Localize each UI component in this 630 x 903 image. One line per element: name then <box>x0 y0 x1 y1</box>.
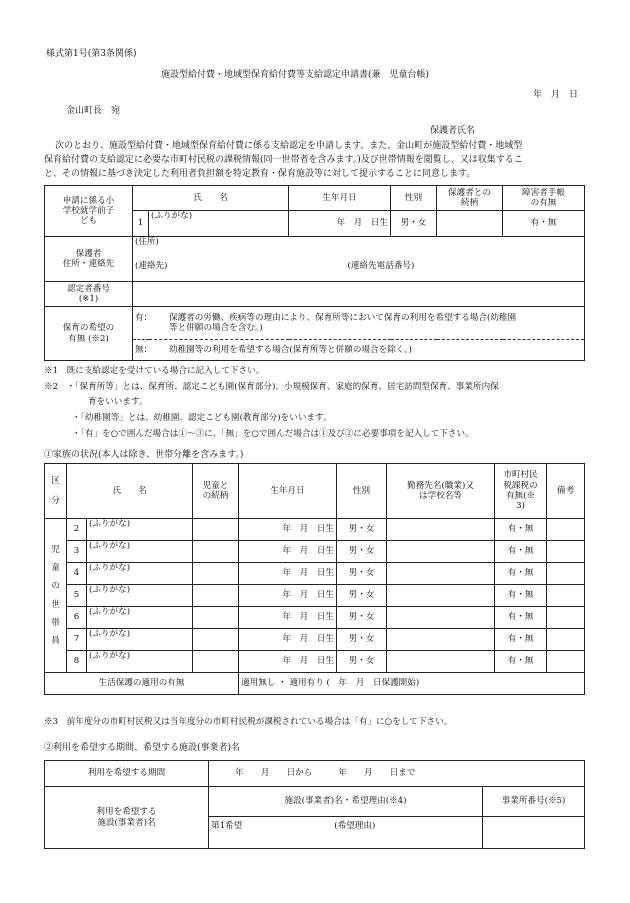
addressee: 金山町長 宛 <box>66 106 121 116</box>
guardian-contact-field[interactable] <box>133 237 585 282</box>
member-work[interactable] <box>387 541 495 563</box>
contact-phone-label: (連絡先電話番号) <box>347 261 415 272</box>
col-member-work: 勤務先名(職業)又 は学校名等 <box>387 464 495 519</box>
period-table <box>44 760 585 849</box>
col-disability: 障害者手帳 の有無 <box>503 186 585 211</box>
member-work[interactable] <box>387 607 495 629</box>
office-number-header: 事業所番号(※5) <box>483 787 585 817</box>
col-member-tax: 市町村民 税課税の 有無(※ 3) <box>495 464 547 519</box>
welfare-label: 生活保護の適用の有無 <box>45 673 239 695</box>
member-sex[interactable]: 男・女 <box>337 519 387 541</box>
member-remarks[interactable] <box>547 607 585 629</box>
member-remarks[interactable] <box>547 541 585 563</box>
first-choice-label: 第1希望 <box>211 821 243 831</box>
member-furigana[interactable]: (ふりがな) <box>87 541 193 563</box>
member-sex[interactable]: 男・女 <box>337 651 387 673</box>
member-birth[interactable]: 年 月 日生 <box>239 585 337 607</box>
date-line: 年 月 日 <box>533 90 579 100</box>
member-tax[interactable]: 有・無 <box>495 651 547 673</box>
member-relation[interactable] <box>193 651 239 673</box>
period-field[interactable]: 年 月 日から 年 月 日まで <box>209 761 585 787</box>
care-hope-no[interactable] <box>133 340 585 361</box>
note-3: ※3 前年度分の市町村民税又は当年度分の市町村民税が課税されている場合は「有」に○をして下さい。 <box>44 717 453 727</box>
note-2-kindergarten: ・「幼稚園等」とは、幼稚園、認定こども園(教育部分)をいいます。 <box>72 413 332 423</box>
member-no: 8 <box>67 651 87 673</box>
member-tax[interactable]: 有・無 <box>495 629 547 651</box>
member-relation[interactable] <box>193 563 239 585</box>
care-hope-yes[interactable] <box>133 307 585 340</box>
member-work[interactable] <box>387 563 495 585</box>
note-1: ※1 既に支給認定を受けている場合に記入して下さい。 <box>44 366 265 376</box>
member-tax[interactable]: 有・無 <box>495 519 547 541</box>
welfare-field[interactable]: 適用無し ・ 適用有り ( 年 月 日保護開始) <box>239 673 585 695</box>
sex-field[interactable]: 男・女 <box>391 211 437 237</box>
member-no: 2 <box>67 519 87 541</box>
hope-no-mark: 無： <box>135 344 153 355</box>
member-furigana[interactable]: (ふりがな) <box>87 563 193 585</box>
member-no: 5 <box>67 585 87 607</box>
period-label: 利用を希望する期間 <box>45 761 209 787</box>
guardian-name-label: 保護者氏名 <box>430 126 476 136</box>
col-relation: 保護者との 続柄 <box>437 186 503 211</box>
member-relation[interactable] <box>193 541 239 563</box>
disability-field[interactable]: 有・無 <box>503 211 585 237</box>
member-furigana[interactable]: (ふりがな) <box>87 607 193 629</box>
member-sex[interactable]: 男・女 <box>337 629 387 651</box>
col-sex: 性別 <box>391 186 437 211</box>
furigana-field[interactable]: (ふりがな) <box>149 211 289 237</box>
col-member-birth: 生年月日 <box>239 464 337 519</box>
member-work[interactable] <box>387 651 495 673</box>
member-work[interactable] <box>387 585 495 607</box>
member-birth[interactable]: 年 月 日生 <box>239 563 337 585</box>
col-class: 区 分 <box>45 464 67 519</box>
facility-label: 利用を希望する 施設(事業者)名 <box>45 787 209 849</box>
cert-number-label: 認定者番号 (※1) <box>45 282 133 307</box>
member-no: 6 <box>67 607 87 629</box>
member-sex[interactable]: 男・女 <box>337 563 387 585</box>
contact-label: (連絡先) <box>135 261 168 272</box>
hope-yes-mark: 有： <box>135 312 153 323</box>
col-name: 氏 名 <box>133 186 289 211</box>
hope-no-text: 幼稚園等の利用を希望する場合(保育所等と併願の場合を除く。) <box>169 344 412 355</box>
cert-number-field[interactable] <box>133 282 585 307</box>
col-member-sex: 性別 <box>337 464 387 519</box>
member-tax[interactable]: 有・無 <box>495 541 547 563</box>
member-relation[interactable] <box>193 585 239 607</box>
birth-field[interactable]: 年 月 日生 <box>289 211 391 237</box>
member-furigana[interactable]: (ふりがな) <box>87 585 193 607</box>
guardian-contact-label: 保護者 住所・連絡先 <box>45 237 133 282</box>
office-number-field[interactable] <box>483 817 585 849</box>
note-2-circle: ・「有」を○で囲んだ場合は①～③に、「無」を○で囲んだ場合は①及び②に必要事項を記入して下さい。 <box>72 429 474 439</box>
member-tax[interactable]: 有・無 <box>495 563 547 585</box>
care-hope-label: 保育の希望の 有無 (※2) <box>45 307 133 361</box>
facility-column-header: 施設(事業者)名・希望理由(※4) <box>209 787 483 817</box>
relation-field[interactable] <box>437 211 503 237</box>
member-relation[interactable] <box>193 519 239 541</box>
household-side-label: 児 童 の 世 帯 員 <box>45 519 67 673</box>
family-heading: ①家族の状況(本人は除き、世帯分離を含みます。) <box>44 450 244 460</box>
member-work[interactable] <box>387 629 495 651</box>
hope-yes-text-1: 保護者の労働、疾病等の理由により、保育所等において保育の利用を希望する場合(幼稚園 <box>169 312 517 323</box>
member-furigana[interactable]: (ふりがな) <box>87 651 193 673</box>
member-work[interactable] <box>387 519 495 541</box>
first-choice-field[interactable] <box>209 817 483 849</box>
member-sex[interactable]: 男・女 <box>337 541 387 563</box>
reason-label: (希望理由) <box>334 821 376 831</box>
member-tax[interactable]: 有・無 <box>495 607 547 629</box>
period-heading: ②利用を希望する期間、希望する施設(事業者)名 <box>44 743 241 753</box>
col-member-relation: 児童と の続柄 <box>193 464 239 519</box>
col-member-name: 氏 名 <box>67 464 193 519</box>
col-birth: 生年月日 <box>289 186 391 211</box>
col-member-remarks: 備考 <box>547 464 585 519</box>
member-birth[interactable]: 年 月 日生 <box>239 607 337 629</box>
member-relation[interactable] <box>193 629 239 651</box>
member-tax[interactable]: 有・無 <box>495 585 547 607</box>
member-furigana[interactable]: (ふりがな) <box>87 629 193 651</box>
page-title: 施設型給付費・地域型保育給付費等支給認定申請書(兼 児童台帳) <box>161 70 430 80</box>
member-sex[interactable]: 男・女 <box>337 607 387 629</box>
member-birth[interactable]: 年 月 日生 <box>239 541 337 563</box>
member-no: 7 <box>67 629 87 651</box>
applicant-table <box>44 185 585 361</box>
member-remarks[interactable] <box>547 519 585 541</box>
intro-line-2: 保育給付費の支給認定に必要な市町村民税の課税情報(同一世帯者を含みます。)及び世帯情報を閲覧し、又は収集するこ <box>44 155 523 165</box>
member-remarks[interactable] <box>547 585 585 607</box>
address-label: (住所) <box>135 237 159 247</box>
member-remarks[interactable] <box>547 651 585 673</box>
member-relation[interactable] <box>193 607 239 629</box>
member-remarks[interactable] <box>547 563 585 585</box>
member-no: 3 <box>67 541 87 563</box>
member-birth[interactable]: 年 月 日生 <box>239 651 337 673</box>
hope-yes-text-2: 等と併願の場合を含む。) <box>169 323 263 333</box>
member-remarks[interactable] <box>547 629 585 651</box>
form-number: 様式第1号(第3条関係) <box>46 49 137 59</box>
intro-line-3: と、その情報に基づき決定した利用者負担額を特定教育・保育施設等に対して提示することに同意します。 <box>44 169 476 179</box>
note-2-cont: 育をいいます。 <box>88 397 148 407</box>
member-birth[interactable]: 年 月 日生 <box>239 519 337 541</box>
family-table <box>44 463 585 695</box>
row-number: 1 <box>133 211 149 237</box>
applicant-header-cell: 申請に係る小 学校就学前子 ども <box>45 186 133 237</box>
member-birth[interactable]: 年 月 日生 <box>239 629 337 651</box>
member-sex[interactable]: 男・女 <box>337 585 387 607</box>
member-furigana[interactable]: (ふりがな) <box>87 519 193 541</box>
intro-line-1: 次のとおり、施設型給付費・地域型保育給付費に係る支給認定を申請します。また、金山町が施設型給付費・地域型 <box>55 141 523 151</box>
member-no: 4 <box>67 563 87 585</box>
note-2: ※2 ・「保育所等」とは、保育所、認定こども園(保育部分)、小規模保育、家庭的保育、居宅訪問型保育、事業所内保 <box>44 382 499 392</box>
